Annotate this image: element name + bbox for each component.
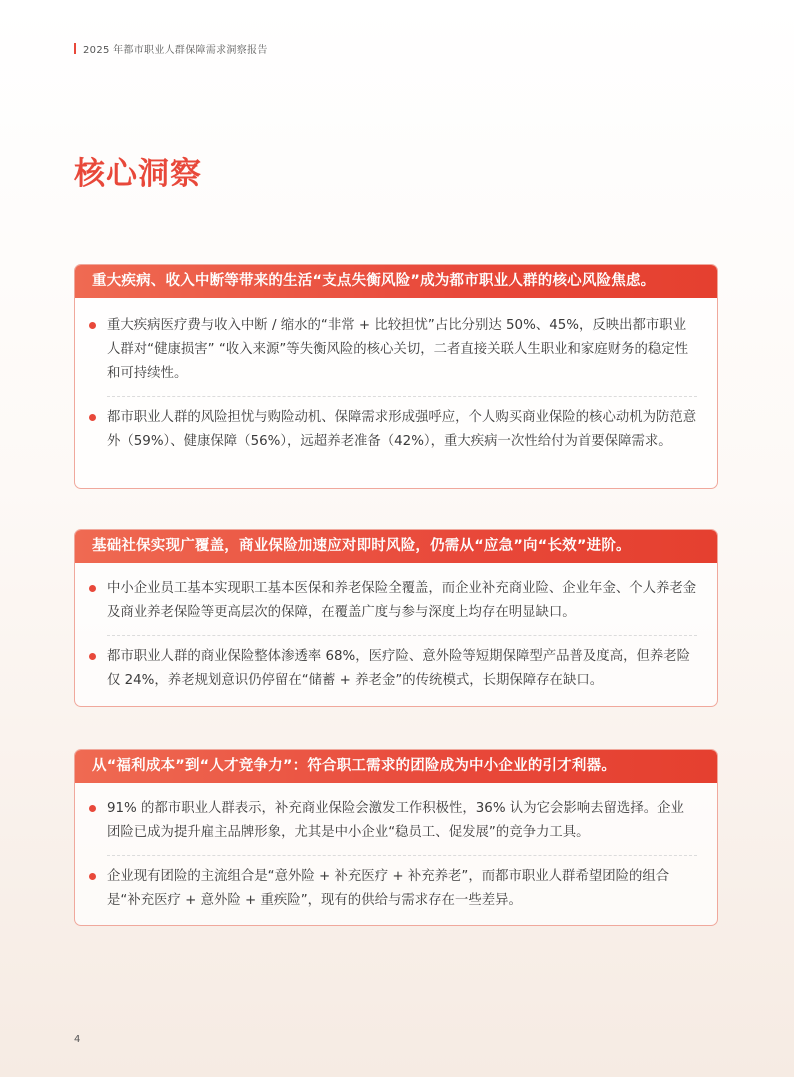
dashed-divider <box>107 635 697 636</box>
insight-card-3 <box>74 749 718 926</box>
bullet-dot-icon <box>89 585 96 592</box>
bullet-dot-icon <box>89 805 96 812</box>
insight-card-1 <box>74 264 718 489</box>
card-3-title: 从“福利成本”到“人才竞争力”：符合职工需求的团险成为中小企业的引才利器。 <box>75 750 717 783</box>
dashed-divider <box>107 396 697 397</box>
bullet-dot-icon <box>89 653 96 660</box>
card-1-body <box>75 298 717 454</box>
bullet-dot-icon <box>89 873 96 880</box>
bullet-text: 91% 的都市职业人群表示，补充商业保险会激发工作积极性，36% 认为它会影响去留选择。企业团险已成为提升雇主品牌形象，尤其是中小企业“稳员工、促发展”的竞争力工具。 <box>107 801 684 840</box>
bullet-text: 企业现有团险的主流组合是“意外险 + 补充医疗 + 补充养老”，而都市职业人群希望团险的组合是“补充医疗 + 意外险 + 重疾险”，现有的供给与需求存在一些差异。 <box>107 869 670 908</box>
bullet-item <box>89 314 697 386</box>
header-text: 2025 年都市职业人群保障需求洞察报告 <box>83 45 268 56</box>
bullet-text: 中小企业员工基本实现职工基本医保和养老保险全覆盖，而企业补充商业险、企业年金、个人养老金及商业养老保险等更高层次的保障，在覆盖广度与参与深度上均存在明显缺口。 <box>107 581 697 620</box>
bullet-item <box>89 797 697 845</box>
bullet-dot-icon <box>89 414 96 421</box>
bullet-item <box>89 645 697 693</box>
dashed-divider <box>107 855 697 856</box>
bullet-text: 都市职业人群的风险担忧与购险动机、保障需求形成强呼应，个人购买商业保险的核心动机为防范意外（59%）、健康保障（56%），远超养老准备（42%），重大疾病一次性给付为首要保障需求。 <box>107 410 697 449</box>
card-1-title: 重大疾病、收入中断等带来的生活“支点失衡风险”成为都市职业人群的核心风险焦虑。 <box>75 265 717 298</box>
bullet-dot-icon <box>89 322 96 329</box>
page-title: 核心洞察 <box>74 156 202 192</box>
bullet-text: 重大疾病医疗费与收入中断 / 缩水的“非常 + 比较担忧”占比分别达 50%、45%，反映出都市职业人群对“健康损害” “收入来源”等失衡风险的核心关切，二者直接关联人生职业和家庭财务的稳定性和可持续性。 <box>107 318 689 381</box>
insight-card-2 <box>74 529 718 707</box>
bullet-item <box>89 577 697 625</box>
bullet-item <box>89 865 697 913</box>
card-2-title: 基础社保实现广覆盖，商业保险加速应对即时风险，仍需从“应急”向“长效”进阶。 <box>75 530 717 563</box>
card-3-body <box>75 783 717 913</box>
running-header <box>74 41 268 56</box>
card-2-body <box>75 563 717 693</box>
header-accent-bar <box>74 43 76 54</box>
bullet-text: 都市职业人群的商业保险整体渗透率 68%，医疗险、意外险等短期保障型产品普及度高，但养老险仅 24%，养老规划意识仍停留在“储蓄 + 养老金”的传统模式，长期保障存在缺口。 <box>107 649 691 688</box>
bullet-item <box>89 406 697 454</box>
page-number: 4 <box>74 1034 81 1045</box>
